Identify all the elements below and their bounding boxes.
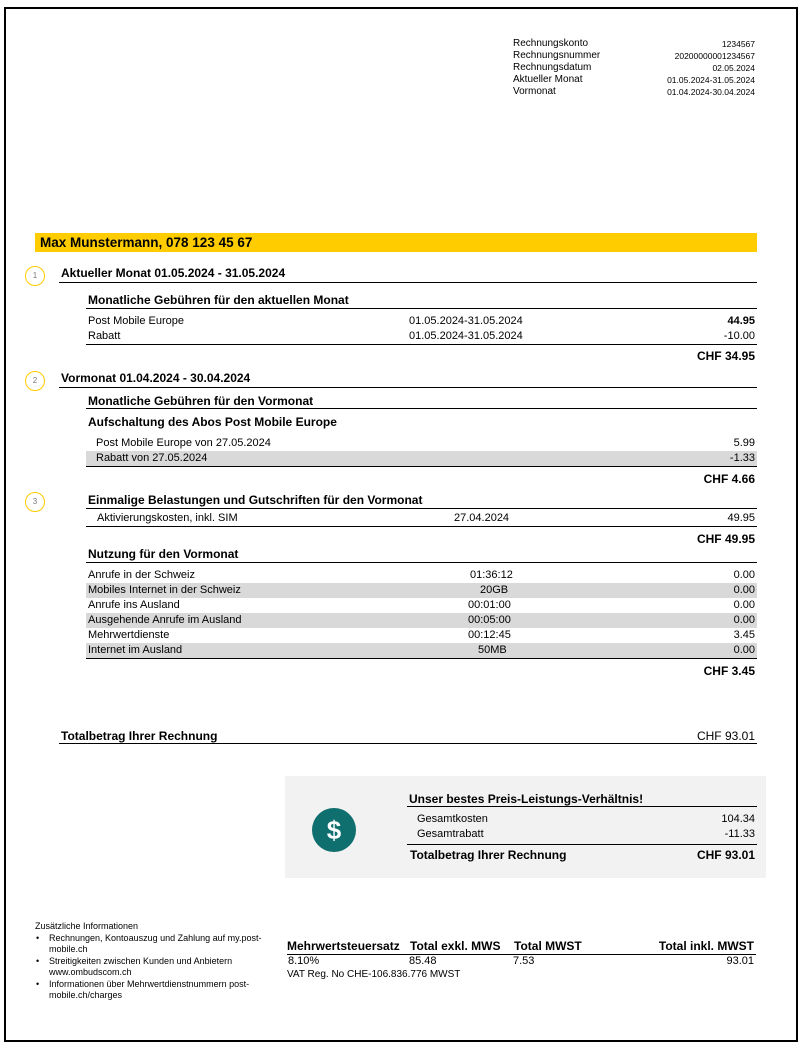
meta-value: 01.05.2024-31.05.2024 [667,75,755,85]
customer-name-bar: Max Munstermann, 078 123 45 67 [35,233,757,252]
usage-qty: 01:36:12 [470,569,513,581]
meta-label: Aktueller Monat [513,74,583,85]
usage-amount: 0.00 [733,569,755,581]
meta-row [513,74,755,86]
usage-row [86,628,757,643]
subtotal-divider [86,344,757,345]
vat-registration: VAT Reg. No CHE-106.836.776 MWST [287,969,461,980]
subtotal-amount: CHF 49.95 [696,532,755,546]
meta-label: Vormonat [513,86,556,97]
meta-label: Rechnungsdatum [513,62,592,73]
table-row [88,329,757,344]
subtotal-amount: CHF 3.45 [703,664,755,678]
table-row [86,451,757,466]
section-number-badge: 2 [25,371,45,391]
subsection-title: Monatliche Gebühren für den Vormonat [88,394,314,408]
usage-title: Nutzung für den Vormonat [88,547,239,561]
subsection-divider [86,308,757,309]
usage-qty: 50MB [478,644,507,656]
total-label: Totalbetrag Ihrer Rechnung [61,729,218,743]
usage-label: Ausgehende Anrufe im Ausland [88,614,242,626]
usage-amount: 0.00 [733,644,755,656]
promo-total-label: Totalbetrag Ihrer Rechnung [410,848,567,862]
total-divider [59,743,757,744]
vat-header: Total inkl. MWST [658,939,754,953]
vat-value-row [287,955,756,969]
usage-row [86,583,757,598]
usage-label: Anrufe in der Schweiz [88,569,195,581]
row-date: 27.04.2024 [454,512,510,524]
table-row [86,436,757,451]
usage-amount: 3.45 [733,629,755,641]
section-divider [86,508,757,509]
subtotal-divider [86,526,757,527]
section-title: Vormonat 01.04.2024 - 30.04.2024 [61,371,251,385]
meta-value: 1234567 [721,39,755,49]
info-list [35,933,265,1001]
section-title: Aktueller Monat 01.05.2024 - 31.05.2024 [61,266,286,280]
usage-amount: 0.00 [733,599,755,611]
section-divider [59,387,757,388]
subtotal-amount: CHF 34.95 [696,349,755,363]
info-item: • Rechnungen, Kontoauszug und Zahlung auf my.post-mobile.ch [35,933,265,955]
meta-value: 02.05.2024 [712,63,755,73]
usage-qty: 00:12:45 [468,629,511,641]
subtotal-amount: CHF 4.66 [703,472,755,486]
promo-row [407,812,757,827]
row-label: Aktivierungskosten, inkl. SIM [97,512,238,524]
meta-row [513,38,755,50]
row-period: 01.05.2024-31.05.2024 [409,315,523,327]
group-title: Aufschaltung des Abos Post Mobile Europe [88,415,337,429]
vat-value: 85.48 [409,955,437,967]
row-amount: 44.95 [727,315,755,327]
row-label: Post Mobile Europe von 27.05.2024 [96,437,271,449]
section-number-badge: 1 [25,266,45,286]
section-number-badge: 3 [25,492,45,512]
meta-value: 20200000001234567 [674,51,755,61]
usage-row [86,643,757,658]
usage-row [86,613,757,628]
promo-row-value: 104.34 [721,813,755,825]
info-item: • Informationen über Mehrwertdienstnummern post-mobile.ch/charges [35,979,265,1001]
usage-amount: 0.00 [733,584,755,596]
usage-qty: 00:01:00 [468,599,511,611]
promo-total-value: CHF 93.01 [696,848,755,862]
row-label: Rabatt von 27.05.2024 [96,452,208,464]
usage-divider [86,562,757,563]
usage-label: Mobiles Internet in der Schweiz [88,584,241,596]
meta-row [513,62,755,74]
meta-label: Rechnungskonto [513,38,589,49]
subsection-title: Monatliche Gebühren für den aktuellen Monat [88,293,349,307]
subsection-divider [86,408,757,409]
promo-row-label: Gesamtkosten [417,813,488,825]
row-period: 01.05.2024-31.05.2024 [409,330,523,342]
subtotal-divider [86,466,757,467]
invoice-meta [513,38,755,98]
vat-header-row [287,939,756,954]
vat-header: Total exkl. MWS [410,939,501,953]
row-label: Post Mobile Europe [88,315,184,327]
meta-value: 01.04.2024-30.04.2024 [667,87,755,97]
usage-amount: 0.00 [733,614,755,626]
meta-row [513,86,755,98]
usage-label: Mehrwertdienste [88,629,170,641]
vat-header: Mehrwertsteuersatz [287,939,400,953]
usage-label: Internet im Ausland [88,644,183,656]
additional-info [35,921,265,1001]
row-amount: 49.95 [727,512,755,524]
usage-qty: 20GB [480,584,509,596]
row-amount: 5.99 [733,437,755,449]
row-amount: -10.00 [723,330,755,342]
vat-value: 8.10% [288,955,320,967]
promo-total-divider [407,844,757,845]
usage-qty: 00:05:00 [468,614,511,626]
promo-divider [407,806,757,807]
usage-row [86,598,757,613]
vat-value: 7.53 [513,955,535,967]
promo-row-label: Gesamtrabatt [417,828,484,840]
promo-title: Unser bestes Preis-Leistungs-Verhältnis! [409,792,644,806]
info-item: • Streitigkeiten zwischen Kunden und Anbietern www.ombudscom.ch [35,956,265,978]
promo-row-value: -11.33 [724,828,755,840]
vat-header: Total MWST [514,939,582,953]
usage-label: Anrufe ins Ausland [88,599,180,611]
meta-row [513,50,755,62]
table-row [86,511,757,526]
meta-label: Rechnungsnummer [513,50,601,61]
section-divider [59,282,757,283]
vat-value: 93.01 [726,955,754,967]
table-row [88,314,757,329]
total-value: CHF 93.01 [696,729,755,743]
promo-row [407,827,757,842]
row-label: Rabatt [88,330,121,342]
row-amount: -1.33 [729,452,755,464]
vat-table [287,939,756,980]
subtotal-divider [86,658,757,659]
info-title: Zusätzliche Informationen [35,921,139,931]
section-title: Einmalige Belastungen und Gutschriften für den Vormonat [88,493,423,507]
dollar-icon: $ [312,808,356,852]
usage-row [86,568,757,583]
